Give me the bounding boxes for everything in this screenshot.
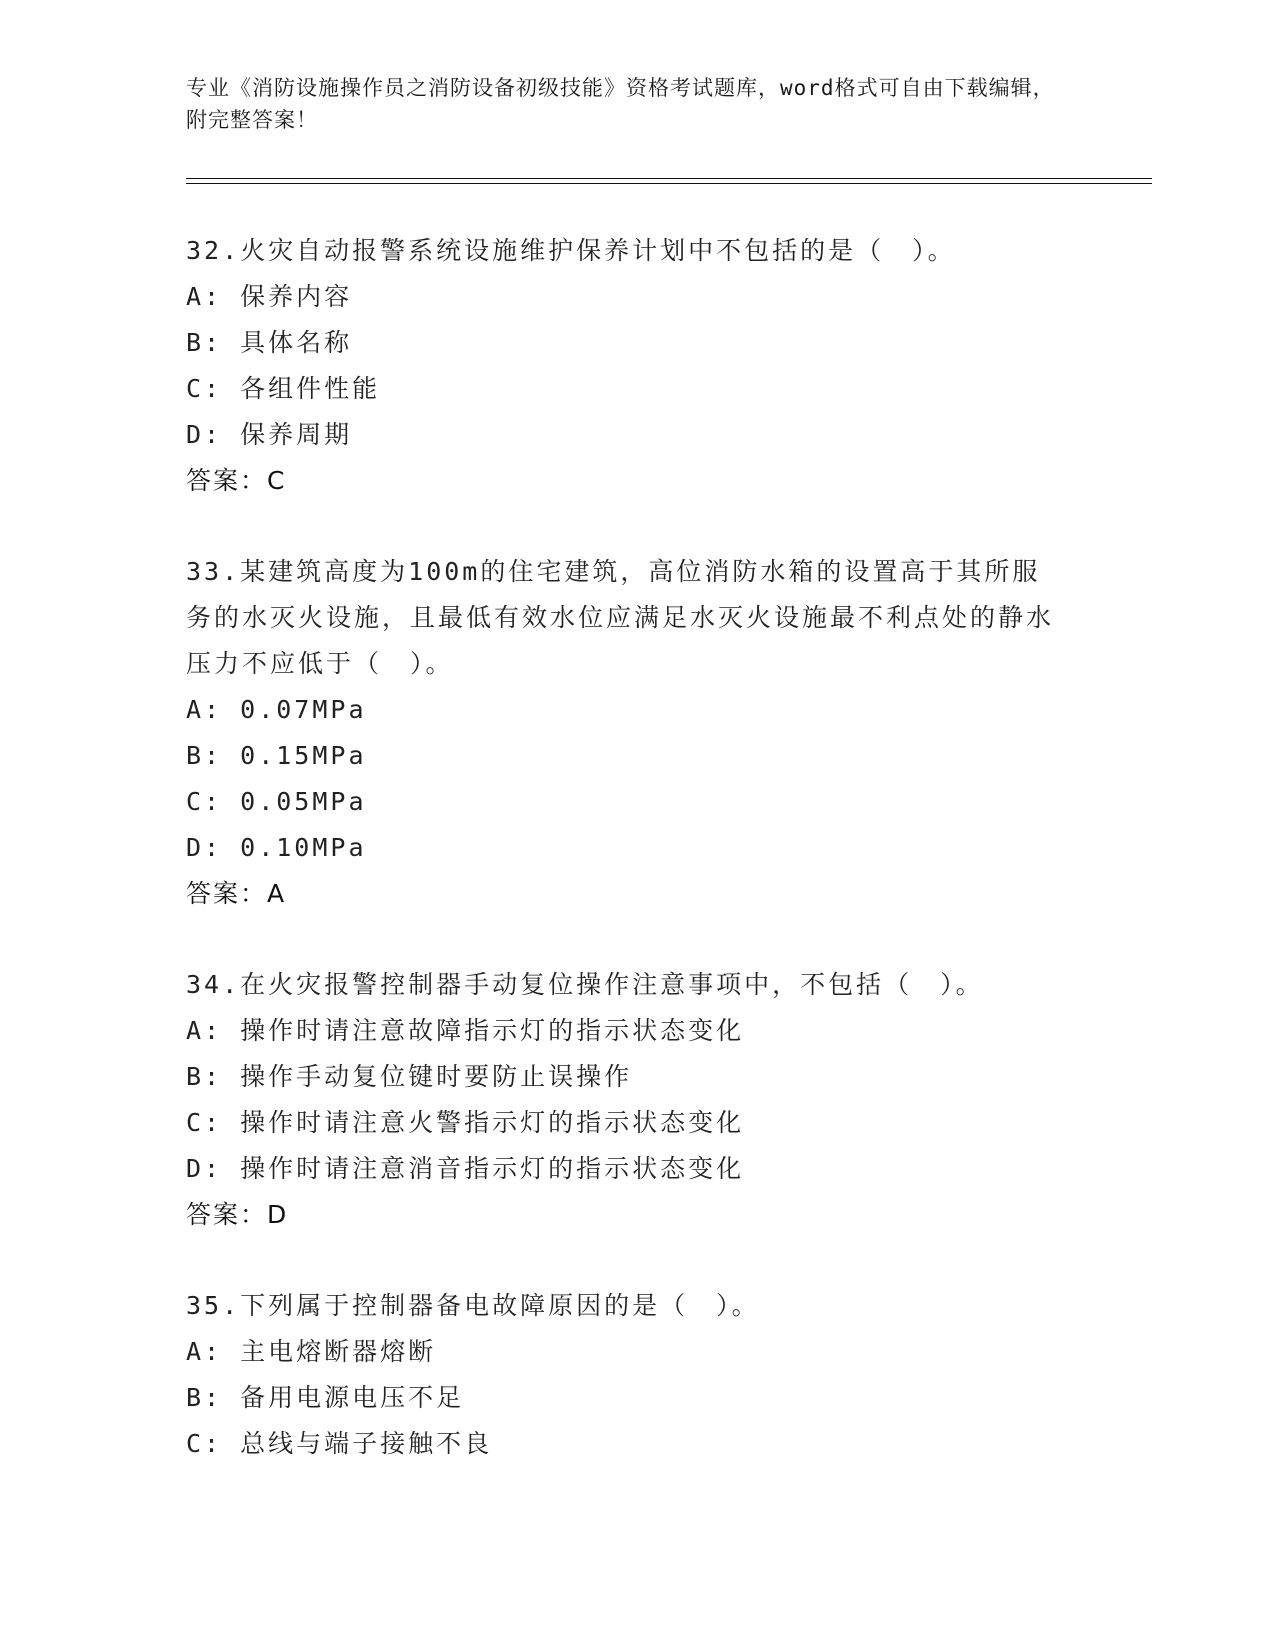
- option-c: C: 0.05MPa: [186, 787, 367, 816]
- option-d: D: 0.10MPa: [186, 833, 367, 862]
- question-32: [186, 228, 1086, 504]
- header-divider-top: [186, 178, 1152, 179]
- option-b: B: 具体名称: [186, 328, 353, 357]
- option-d: D: 操作时请注意消音指示灯的指示状态变化: [186, 1154, 745, 1183]
- answer: 答案：A: [186, 879, 287, 908]
- question-33: [186, 549, 1086, 917]
- option-c: C: 各组件性能: [186, 374, 381, 403]
- answer: 答案：D: [186, 1200, 289, 1229]
- option-a: A: 操作时请注意故障指示灯的指示状态变化: [186, 1016, 745, 1045]
- option-d: D: 保养周期: [186, 420, 353, 449]
- option-c: C: 总线与端子接触不良: [186, 1429, 493, 1458]
- option-b: B: 0.15MPa: [186, 741, 367, 770]
- option-b: B: 操作手动复位键时要防止误操作: [186, 1062, 633, 1091]
- option-a: A: 保养内容: [186, 282, 353, 311]
- option-a: A: 主电熔断器熔断: [186, 1337, 437, 1366]
- answer: 答案：C: [186, 466, 287, 495]
- question-text: 35.下列属于控制器备电故障原因的是（ ）。: [186, 1291, 760, 1320]
- document-header: 专业《消防设施操作员之消防设备初级技能》资格考试题库，word格式可自由下载编辑，附完整答案！: [186, 76, 1055, 132]
- question-34: [186, 962, 1086, 1238]
- question-35: [186, 1283, 1086, 1467]
- question-text: 33.某建筑高度为100m的住宅建筑，高位消防水箱的设置高于其所服务的水灭火设施，且最低有效水位应满足水灭火设施最不利点处的静水压力不应低于（ ）。: [186, 557, 1055, 678]
- option-c: C: 操作时请注意火警指示灯的指示状态变化: [186, 1108, 745, 1137]
- option-b: B: 备用电源电压不足: [186, 1383, 465, 1412]
- question-text: 32.火灾自动报警系统设施维护保养计划中不包括的是（ ）。: [186, 236, 956, 265]
- question-text: 34.在火灾报警控制器手动复位操作注意事项中，不包括（ ）。: [186, 970, 984, 999]
- question-list: [186, 228, 1086, 1512]
- option-a: A: 0.07MPa: [186, 695, 367, 724]
- header-divider-bottom: [186, 183, 1152, 184]
